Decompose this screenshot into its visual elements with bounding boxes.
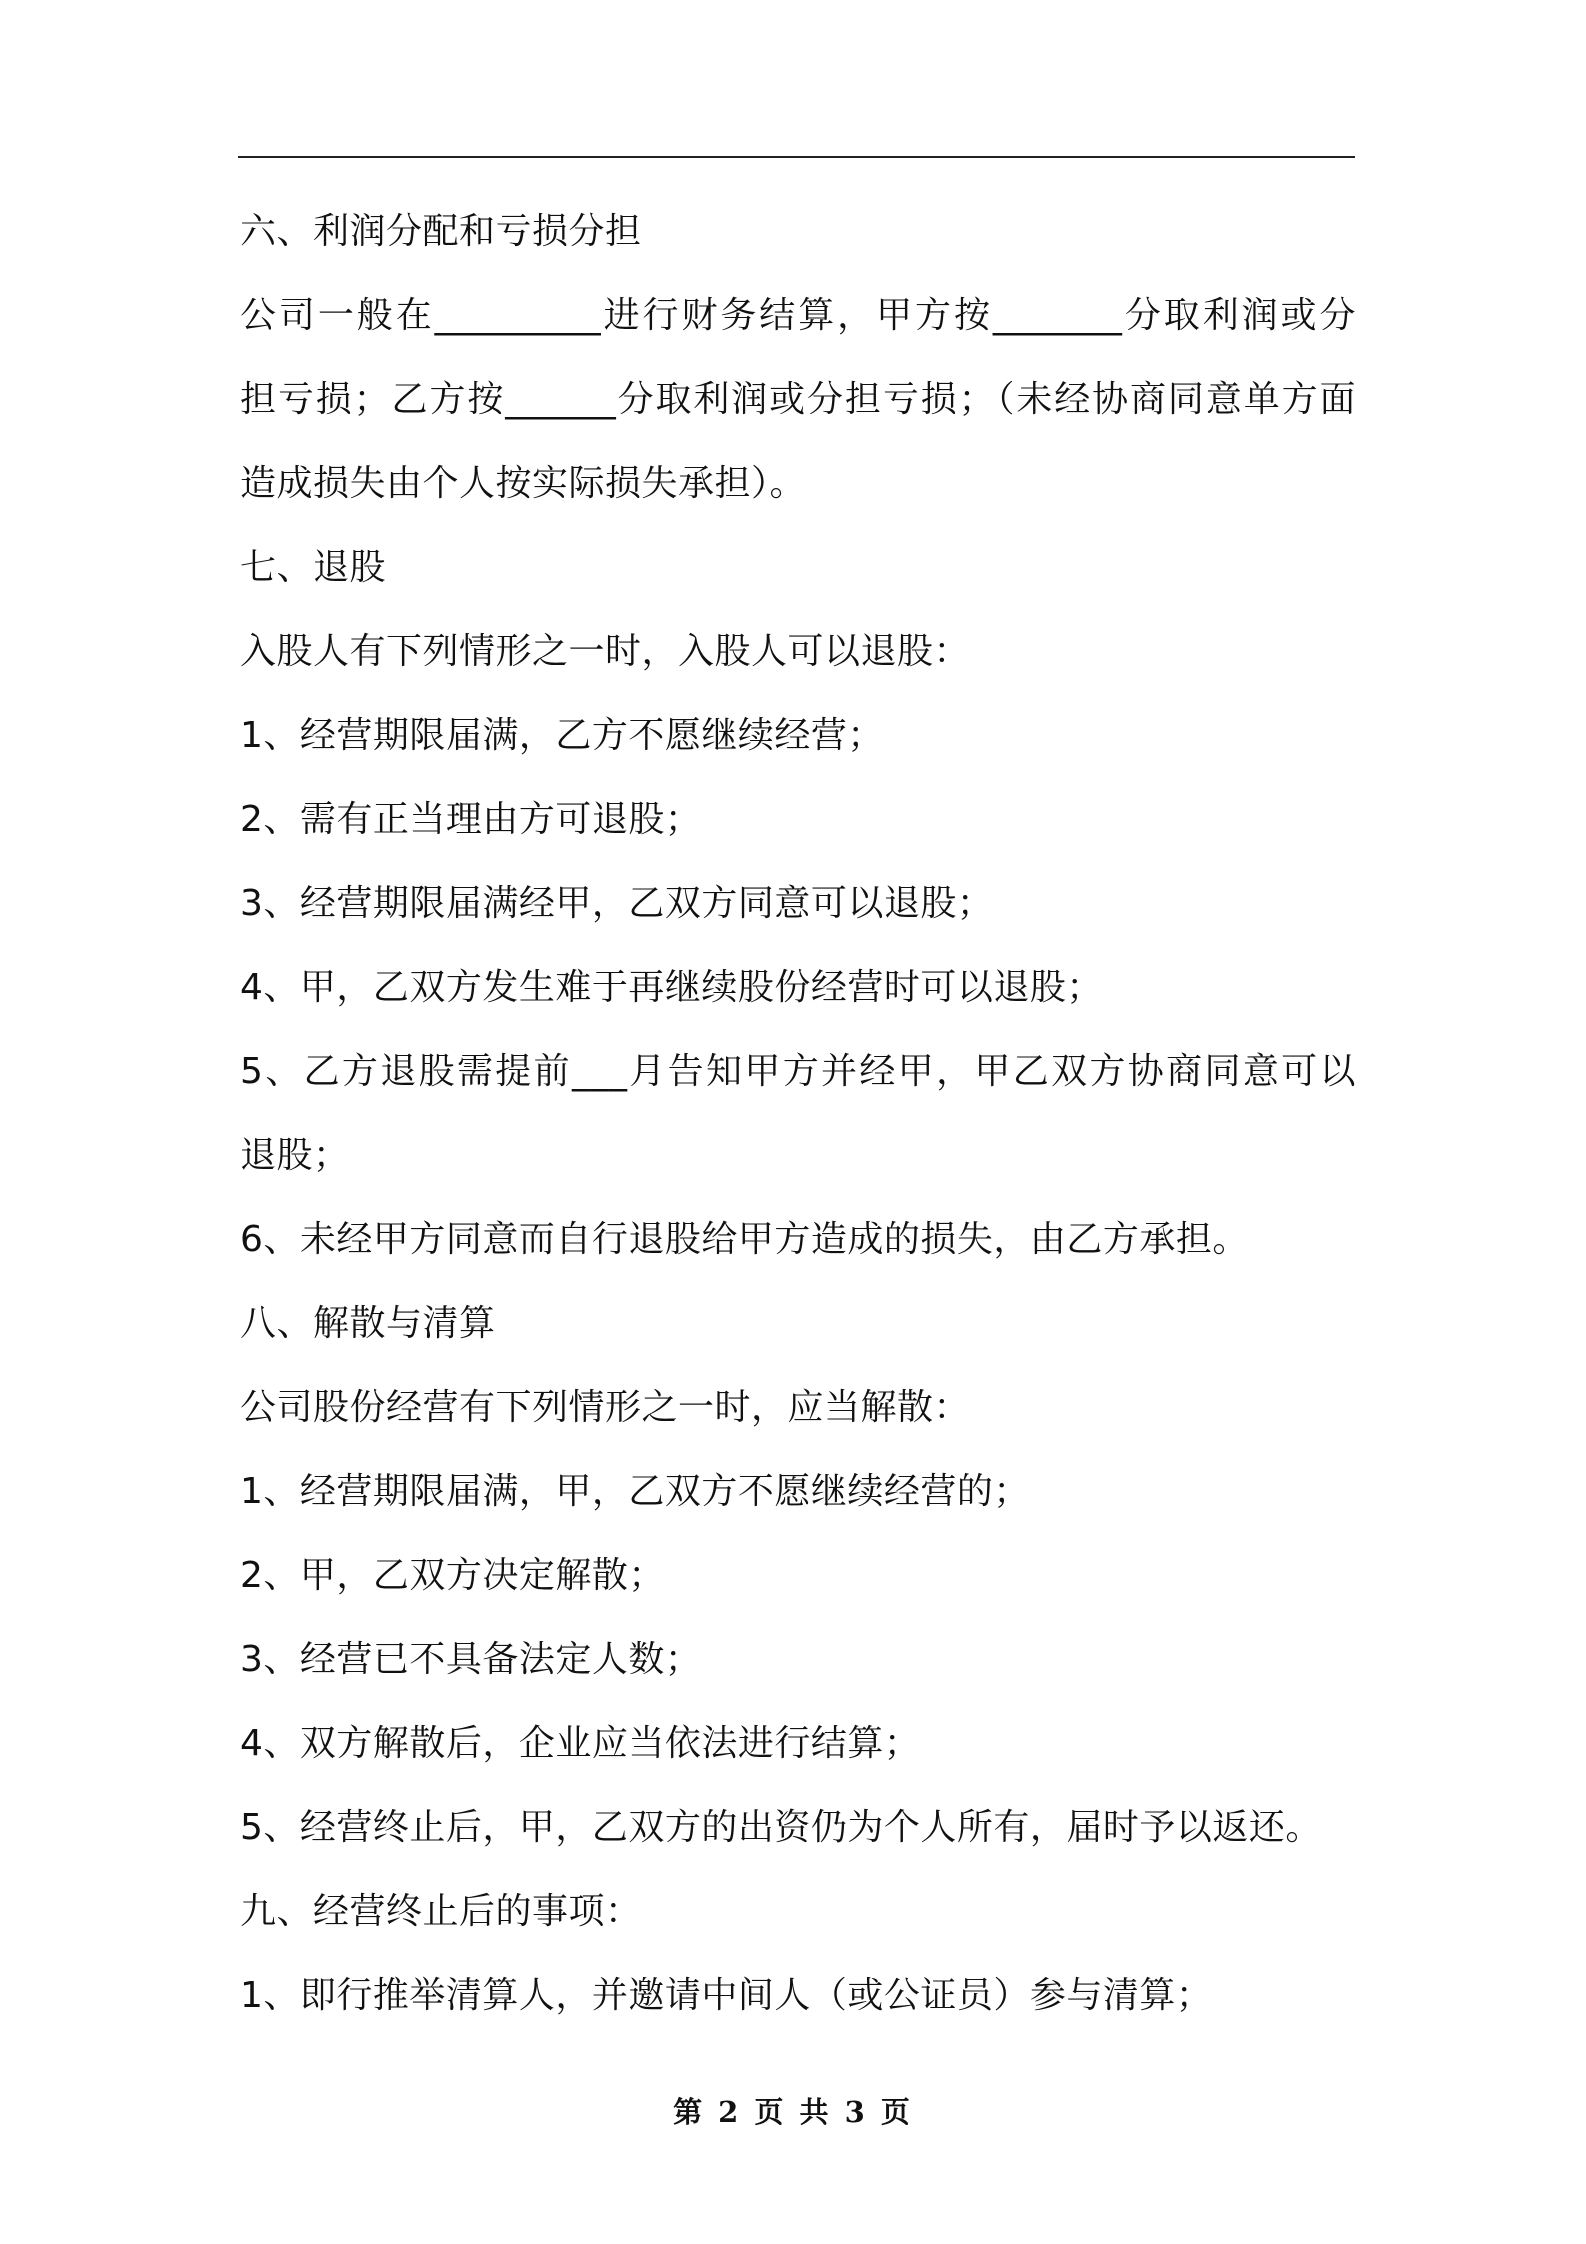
list-item: 4、甲，乙双方发生难于再继续股份经营时可以退股；: [240, 967, 1103, 1008]
list-item: 1、即行推举清算人，并邀请中间人（或公证员）参与清算；: [240, 1975, 1213, 2016]
paragraph-line: 担亏损；乙方按______分取利润或分担亏损；（未经协商同意单方面: [240, 379, 1356, 420]
list-item: 1、经营期限届满，乙方不愿继续经营；: [240, 715, 884, 756]
section-heading: 七、退股: [240, 547, 387, 588]
list-item: 6、未经甲方同意而自行退股给甲方造成的损失，由乙方承担。: [240, 1219, 1249, 1260]
paragraph-line: 入股人有下列情形之一时，入股人可以退股：: [240, 631, 971, 672]
list-item: 2、需有正当理由方可退股；: [240, 799, 702, 840]
list-item: 5、乙方退股需提前___月告知甲方并经甲，甲乙双方协商同意可以: [240, 1051, 1356, 1092]
list-item: 2、甲，乙双方决定解散；: [240, 1555, 665, 1596]
list-item: 3、经营已不具备法定人数；: [240, 1639, 702, 1680]
paragraph-line: 造成损失由个人按实际损失承担）。: [240, 463, 807, 504]
list-item: 5、经营终止后，甲，乙双方的出资仍为个人所有，届时予以返还。: [240, 1807, 1322, 1848]
list-item-continuation: 退股；: [240, 1135, 350, 1176]
header-rule: [238, 156, 1355, 158]
paragraph-line: 公司一般在_________进行财务结算，甲方按_______分取利润或分: [240, 295, 1356, 336]
list-item: 3、经营期限届满经甲，乙双方同意可以退股；: [240, 883, 994, 924]
list-item: 4、双方解散后，企业应当依法进行结算；: [240, 1723, 921, 1764]
section-heading: 八、解散与清算: [240, 1303, 496, 1344]
document-body: [240, 190, 1356, 2038]
list-item: 1、经营期限届满，甲，乙双方不愿继续经营的；: [240, 1471, 1030, 1512]
paragraph-line: 公司股份经营有下列情形之一时，应当解散：: [240, 1387, 971, 1428]
section-heading: 九、经营终止后的事项：: [240, 1891, 642, 1932]
page-number: 第 2 页 共 3 页: [673, 2095, 913, 2129]
section-heading: 六、利润分配和亏损分担: [240, 211, 642, 252]
